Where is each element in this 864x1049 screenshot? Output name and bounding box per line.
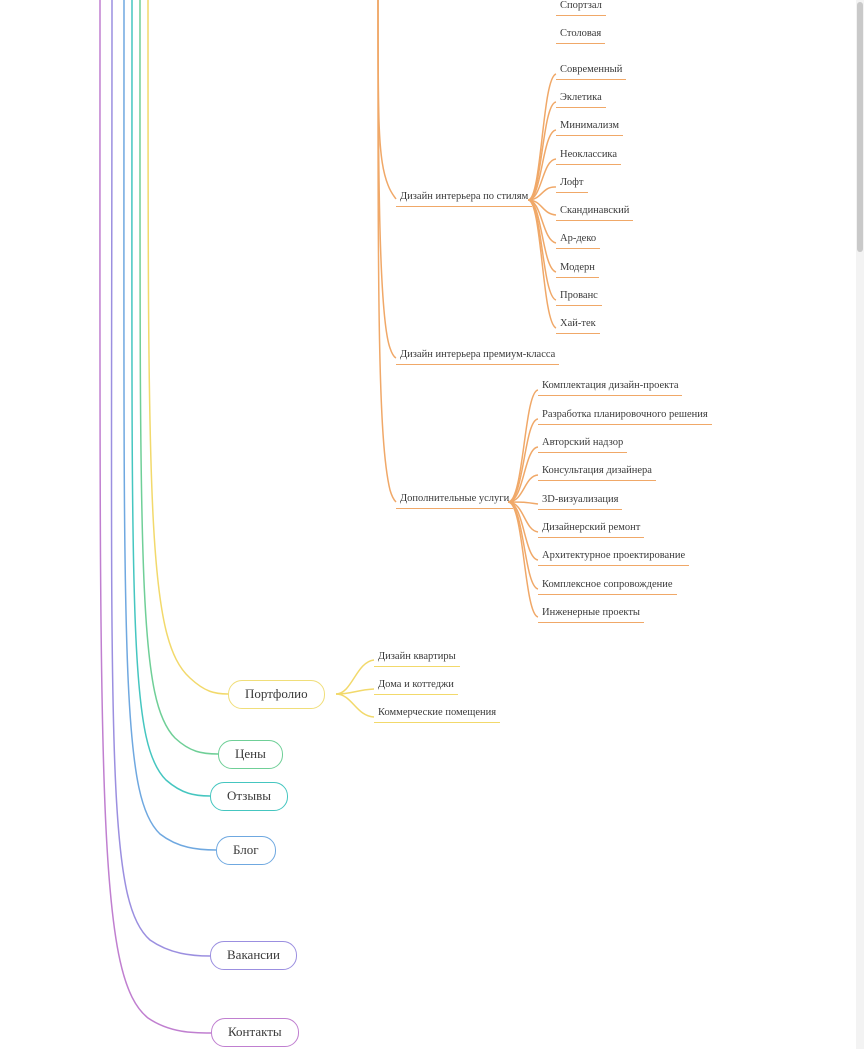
leaf-node[interactable]: Дома и коттеджи [374, 677, 458, 695]
leaf-node[interactable]: Дизайн квартиры [374, 649, 460, 667]
leaf-node[interactable]: Комплексное сопровождение [538, 577, 677, 595]
node-reviews[interactable]: Отзывы [210, 782, 288, 811]
node-prices[interactable]: Цены [218, 740, 283, 769]
leaf-node[interactable]: Разработка планировочного решения [538, 407, 712, 425]
leaf-node[interactable]: Прованс [556, 288, 602, 306]
node-vacancies[interactable]: Вакансии [210, 941, 297, 970]
leaf-node[interactable]: Ар-деко [556, 231, 600, 249]
branch-node-additional-services[interactable]: Дополнительные услуги [396, 491, 513, 509]
branch-node-premium[interactable]: Дизайн интерьера премиум-класса [396, 347, 559, 365]
leaf-node[interactable]: Модерн [556, 260, 599, 278]
vertical-scrollbar-track[interactable] [856, 0, 864, 1049]
leaf-node[interactable]: Хай-тек [556, 316, 600, 334]
leaf-node[interactable]: Неоклассика [556, 147, 621, 165]
leaf-node[interactable]: Консультация дизайнера [538, 463, 656, 481]
leaf-node[interactable]: Коммерческие помещения [374, 705, 500, 723]
leaf-node[interactable]: Скандинавский [556, 203, 633, 221]
leaf-node[interactable]: Минимализм [556, 118, 623, 136]
leaf-node[interactable]: Авторский надзор [538, 435, 627, 453]
leaf-node[interactable]: Инженерные проекты [538, 605, 644, 623]
node-blog[interactable]: Блог [216, 836, 276, 865]
node-portfolio[interactable]: Портфолио [228, 680, 325, 709]
leaf-node[interactable]: Дизайнерский ремонт [538, 520, 644, 538]
leaf-node[interactable]: Лофт [556, 175, 588, 193]
leaf-node[interactable]: Эклетика [556, 90, 606, 108]
leaf-node[interactable]: Столовая [556, 26, 605, 44]
node-contacts[interactable]: Контакты [211, 1018, 299, 1047]
leaf-node[interactable]: Современный [556, 62, 626, 80]
leaf-node[interactable]: 3D-визуализация [538, 492, 622, 510]
leaf-node[interactable]: Спортзал [556, 0, 606, 16]
leaf-node[interactable]: Комплектация дизайн-проекта [538, 378, 682, 396]
leaf-node[interactable]: Архитектурное проектирование [538, 548, 689, 566]
vertical-scrollbar-thumb[interactable] [857, 2, 863, 252]
branch-node-styles[interactable]: Дизайн интерьера по стилям [396, 189, 532, 207]
